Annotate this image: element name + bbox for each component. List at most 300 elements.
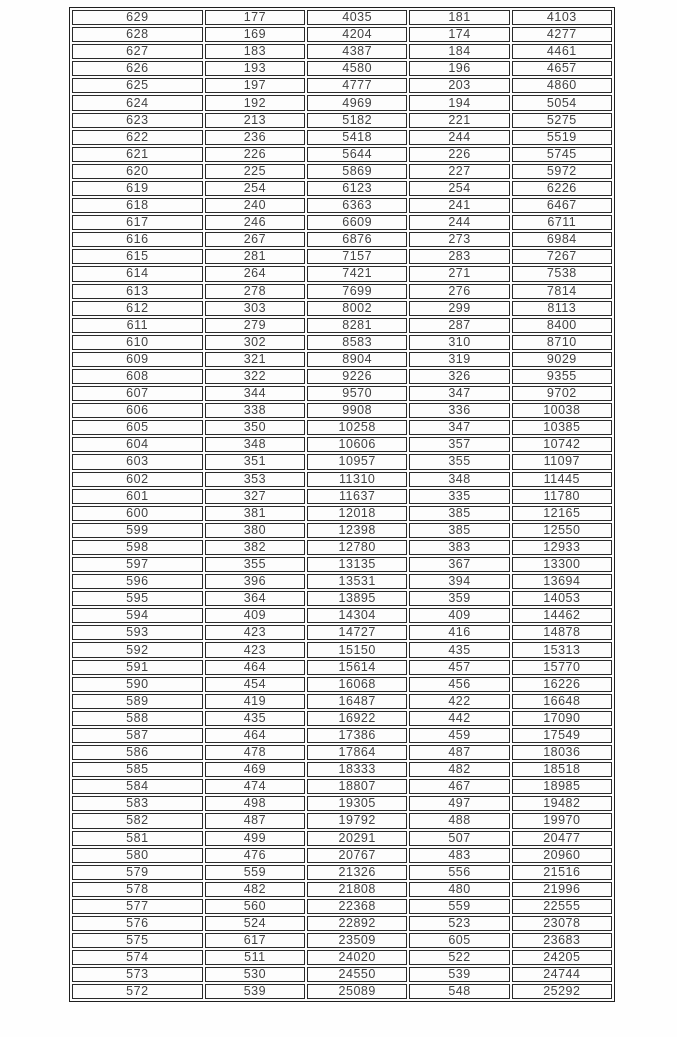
table-cell: 8904 xyxy=(307,352,407,367)
table-row xyxy=(72,113,612,128)
table-row xyxy=(72,967,612,982)
table-cell: 607 xyxy=(72,386,203,401)
table-cell: 321 xyxy=(205,352,305,367)
table-cell: 236 xyxy=(205,130,305,145)
table-cell: 522 xyxy=(409,950,509,965)
table-cell: 14304 xyxy=(307,608,407,623)
table-row xyxy=(72,540,612,555)
table-cell: 11780 xyxy=(512,489,612,504)
table-cell: 6609 xyxy=(307,215,407,230)
table-cell: 618 xyxy=(72,198,203,213)
table-cell: 416 xyxy=(409,625,509,640)
table-row xyxy=(72,130,612,145)
table-cell: 8281 xyxy=(307,318,407,333)
table-cell: 17864 xyxy=(307,745,407,760)
table-cell: 617 xyxy=(205,933,305,948)
table-cell: 422 xyxy=(409,694,509,709)
table-cell: 575 xyxy=(72,933,203,948)
table-cell: 6363 xyxy=(307,198,407,213)
table-cell: 357 xyxy=(409,437,509,452)
table-cell: 23509 xyxy=(307,933,407,948)
table-cell: 240 xyxy=(205,198,305,213)
table-cell: 587 xyxy=(72,728,203,743)
table-row xyxy=(72,27,612,42)
table-cell: 359 xyxy=(409,591,509,606)
table-cell: 573 xyxy=(72,967,203,982)
table-cell: 264 xyxy=(205,266,305,281)
table-cell: 5275 xyxy=(512,113,612,128)
table-cell: 609 xyxy=(72,352,203,367)
table-cell: 196 xyxy=(409,61,509,76)
table-cell: 456 xyxy=(409,677,509,692)
table-cell: 585 xyxy=(72,762,203,777)
table-cell: 5745 xyxy=(512,147,612,162)
table-cell: 596 xyxy=(72,574,203,589)
table-cell: 4035 xyxy=(307,10,407,25)
table-cell: 4580 xyxy=(307,61,407,76)
table-cell: 620 xyxy=(72,164,203,179)
table-cell: 20291 xyxy=(307,831,407,846)
table-cell: 273 xyxy=(409,232,509,247)
table-cell: 624 xyxy=(72,95,203,110)
table-cell: 482 xyxy=(205,882,305,897)
table-cell: 10957 xyxy=(307,454,407,469)
table-cell: 10606 xyxy=(307,437,407,452)
table-cell: 310 xyxy=(409,335,509,350)
table-cell: 497 xyxy=(409,796,509,811)
table-row xyxy=(72,950,612,965)
table-row xyxy=(72,523,612,538)
table-cell: 464 xyxy=(205,728,305,743)
table-cell: 22892 xyxy=(307,916,407,931)
table-row xyxy=(72,437,612,452)
table-cell: 4777 xyxy=(307,78,407,93)
table-cell: 194 xyxy=(409,95,509,110)
table-cell: 299 xyxy=(409,301,509,316)
table-cell: 23078 xyxy=(512,916,612,931)
table-cell: 4461 xyxy=(512,44,612,59)
table-cell: 8002 xyxy=(307,301,407,316)
table-cell: 625 xyxy=(72,78,203,93)
table-row xyxy=(72,61,612,76)
table-cell: 586 xyxy=(72,745,203,760)
table-cell: 14462 xyxy=(512,608,612,623)
table-cell: 589 xyxy=(72,694,203,709)
table-cell: 615 xyxy=(72,249,203,264)
table-row xyxy=(72,232,612,247)
table-cell: 583 xyxy=(72,796,203,811)
table-row xyxy=(72,916,612,931)
table-cell: 5054 xyxy=(512,95,612,110)
table-cell: 469 xyxy=(205,762,305,777)
table-cell: 590 xyxy=(72,677,203,692)
table-cell: 12398 xyxy=(307,523,407,538)
table-cell: 480 xyxy=(409,882,509,897)
table-row xyxy=(72,318,612,333)
table-cell: 14878 xyxy=(512,625,612,640)
table-cell: 12933 xyxy=(512,540,612,555)
table-cell: 559 xyxy=(409,899,509,914)
table-cell: 9570 xyxy=(307,386,407,401)
table-cell: 184 xyxy=(409,44,509,59)
table-row xyxy=(72,745,612,760)
table-cell: 181 xyxy=(409,10,509,25)
table-cell: 394 xyxy=(409,574,509,589)
table-cell: 17549 xyxy=(512,728,612,743)
table-row xyxy=(72,164,612,179)
table-cell: 254 xyxy=(205,181,305,196)
table-cell: 347 xyxy=(409,420,509,435)
table-cell: 423 xyxy=(205,642,305,657)
table-row xyxy=(72,694,612,709)
table-cell: 24205 xyxy=(512,950,612,965)
table-cell: 4860 xyxy=(512,78,612,93)
table-cell: 457 xyxy=(409,660,509,675)
table-cell: 483 xyxy=(409,848,509,863)
table-cell: 619 xyxy=(72,181,203,196)
table-cell: 6226 xyxy=(512,181,612,196)
table-cell: 19970 xyxy=(512,813,612,828)
table-cell: 4969 xyxy=(307,95,407,110)
table-cell: 381 xyxy=(205,506,305,521)
table-cell: 383 xyxy=(409,540,509,555)
table-row xyxy=(72,660,612,675)
table-row xyxy=(72,489,612,504)
table-cell: 599 xyxy=(72,523,203,538)
table-cell: 382 xyxy=(205,540,305,555)
table-row xyxy=(72,728,612,743)
table-row xyxy=(72,865,612,880)
table-row xyxy=(72,284,612,299)
table-cell: 353 xyxy=(205,472,305,487)
table-cell: 6467 xyxy=(512,198,612,213)
table-cell: 14727 xyxy=(307,625,407,640)
table-cell: 454 xyxy=(205,677,305,692)
table-cell: 11445 xyxy=(512,472,612,487)
table-cell: 7699 xyxy=(307,284,407,299)
table-cell: 19305 xyxy=(307,796,407,811)
table-row xyxy=(72,557,612,572)
table-row xyxy=(72,711,612,726)
table-cell: 7421 xyxy=(307,266,407,281)
table-cell: 344 xyxy=(205,386,305,401)
table-cell: 556 xyxy=(409,865,509,880)
table-cell: 604 xyxy=(72,437,203,452)
table-cell: 18333 xyxy=(307,762,407,777)
table-row xyxy=(72,95,612,110)
table-cell: 591 xyxy=(72,660,203,675)
table-cell: 15313 xyxy=(512,642,612,657)
table-row xyxy=(72,78,612,93)
table-row xyxy=(72,677,612,692)
table-cell: 241 xyxy=(409,198,509,213)
table-cell: 16487 xyxy=(307,694,407,709)
table-cell: 584 xyxy=(72,779,203,794)
table-cell: 435 xyxy=(409,642,509,657)
table-row xyxy=(72,454,612,469)
table-cell: 488 xyxy=(409,813,509,828)
table-cell: 385 xyxy=(409,506,509,521)
table-cell: 20477 xyxy=(512,831,612,846)
table-cell: 17386 xyxy=(307,728,407,743)
table-cell: 16068 xyxy=(307,677,407,692)
table-cell: 20960 xyxy=(512,848,612,863)
table-row xyxy=(72,591,612,606)
table-cell: 523 xyxy=(409,916,509,931)
table-cell: 11310 xyxy=(307,472,407,487)
table-cell: 577 xyxy=(72,899,203,914)
table-cell: 278 xyxy=(205,284,305,299)
table-cell: 367 xyxy=(409,557,509,572)
table-row xyxy=(72,899,612,914)
table-cell: 507 xyxy=(409,831,509,846)
table-cell: 478 xyxy=(205,745,305,760)
table-cell: 203 xyxy=(409,78,509,93)
table-cell: 21326 xyxy=(307,865,407,880)
table-cell: 4277 xyxy=(512,27,612,42)
table-cell: 539 xyxy=(205,984,305,999)
table-cell: 12018 xyxy=(307,506,407,521)
table-cell: 616 xyxy=(72,232,203,247)
table-cell: 559 xyxy=(205,865,305,880)
table-cell: 592 xyxy=(72,642,203,657)
table-cell: 213 xyxy=(205,113,305,128)
table-cell: 626 xyxy=(72,61,203,76)
table-cell: 548 xyxy=(409,984,509,999)
table-cell: 597 xyxy=(72,557,203,572)
table-cell: 183 xyxy=(205,44,305,59)
score-table-body xyxy=(72,10,612,999)
table-row xyxy=(72,831,612,846)
table-cell: 21516 xyxy=(512,865,612,880)
table-cell: 283 xyxy=(409,249,509,264)
table-row xyxy=(72,181,612,196)
table-cell: 174 xyxy=(409,27,509,42)
table-cell: 610 xyxy=(72,335,203,350)
table-cell: 302 xyxy=(205,335,305,350)
table-cell: 602 xyxy=(72,472,203,487)
table-cell: 18518 xyxy=(512,762,612,777)
table-cell: 193 xyxy=(205,61,305,76)
table-cell: 21808 xyxy=(307,882,407,897)
table-row xyxy=(72,147,612,162)
table-cell: 13135 xyxy=(307,557,407,572)
table-cell: 17090 xyxy=(512,711,612,726)
table-row xyxy=(72,386,612,401)
table-cell: 419 xyxy=(205,694,305,709)
table-cell: 476 xyxy=(205,848,305,863)
table-cell: 622 xyxy=(72,130,203,145)
table-cell: 614 xyxy=(72,266,203,281)
table-cell: 281 xyxy=(205,249,305,264)
table-cell: 351 xyxy=(205,454,305,469)
table-cell: 347 xyxy=(409,386,509,401)
table-cell: 5519 xyxy=(512,130,612,145)
table-row xyxy=(72,266,612,281)
table-cell: 169 xyxy=(205,27,305,42)
table-cell: 5972 xyxy=(512,164,612,179)
table-cell: 621 xyxy=(72,147,203,162)
table-cell: 409 xyxy=(205,608,305,623)
table-cell: 9029 xyxy=(512,352,612,367)
table-cell: 15150 xyxy=(307,642,407,657)
table-cell: 12165 xyxy=(512,506,612,521)
table-cell: 6123 xyxy=(307,181,407,196)
table-row xyxy=(72,933,612,948)
table-cell: 226 xyxy=(409,147,509,162)
table-cell: 13895 xyxy=(307,591,407,606)
table-row xyxy=(72,215,612,230)
table-cell: 348 xyxy=(205,437,305,452)
table-cell: 326 xyxy=(409,369,509,384)
table-cell: 226 xyxy=(205,147,305,162)
table-row xyxy=(72,848,612,863)
table-cell: 24020 xyxy=(307,950,407,965)
table-cell: 595 xyxy=(72,591,203,606)
table-cell: 628 xyxy=(72,27,203,42)
table-cell: 8113 xyxy=(512,301,612,316)
table-row xyxy=(72,625,612,640)
table-row xyxy=(72,249,612,264)
table-cell: 355 xyxy=(409,454,509,469)
table-cell: 19482 xyxy=(512,796,612,811)
table-cell: 322 xyxy=(205,369,305,384)
table-cell: 22368 xyxy=(307,899,407,914)
table-cell: 10258 xyxy=(307,420,407,435)
table-cell: 319 xyxy=(409,352,509,367)
table-cell: 7267 xyxy=(512,249,612,264)
table-cell: 10038 xyxy=(512,403,612,418)
table-cell: 593 xyxy=(72,625,203,640)
table-cell: 254 xyxy=(409,181,509,196)
table-cell: 576 xyxy=(72,916,203,931)
table-row xyxy=(72,301,612,316)
table-row xyxy=(72,403,612,418)
table-cell: 11637 xyxy=(307,489,407,504)
table-cell: 629 xyxy=(72,10,203,25)
table-row xyxy=(72,796,612,811)
table-cell: 511 xyxy=(205,950,305,965)
table-cell: 530 xyxy=(205,967,305,982)
table-cell: 16922 xyxy=(307,711,407,726)
table-cell: 21996 xyxy=(512,882,612,897)
table-cell: 355 xyxy=(205,557,305,572)
table-row xyxy=(72,352,612,367)
table-cell: 487 xyxy=(409,745,509,760)
table-cell: 498 xyxy=(205,796,305,811)
table-cell: 22555 xyxy=(512,899,612,914)
table-cell: 9226 xyxy=(307,369,407,384)
table-cell: 5418 xyxy=(307,130,407,145)
table-cell: 4657 xyxy=(512,61,612,76)
table-cell: 20767 xyxy=(307,848,407,863)
table-cell: 487 xyxy=(205,813,305,828)
table-cell: 348 xyxy=(409,472,509,487)
table-cell: 335 xyxy=(409,489,509,504)
table-cell: 25089 xyxy=(307,984,407,999)
table-row xyxy=(72,420,612,435)
table-cell: 244 xyxy=(409,130,509,145)
table-cell: 246 xyxy=(205,215,305,230)
table-row xyxy=(72,984,612,999)
table-cell: 221 xyxy=(409,113,509,128)
table-cell: 7538 xyxy=(512,266,612,281)
table-cell: 7814 xyxy=(512,284,612,299)
table-row xyxy=(72,44,612,59)
table-cell: 267 xyxy=(205,232,305,247)
table-cell: 581 xyxy=(72,831,203,846)
table-cell: 8400 xyxy=(512,318,612,333)
table-cell: 601 xyxy=(72,489,203,504)
table-cell: 15770 xyxy=(512,660,612,675)
table-cell: 287 xyxy=(409,318,509,333)
table-cell: 396 xyxy=(205,574,305,589)
table-cell: 5182 xyxy=(307,113,407,128)
table-cell: 15614 xyxy=(307,660,407,675)
table-cell: 276 xyxy=(409,284,509,299)
table-cell: 227 xyxy=(409,164,509,179)
table-cell: 380 xyxy=(205,523,305,538)
table-cell: 6984 xyxy=(512,232,612,247)
table-cell: 18985 xyxy=(512,779,612,794)
table-cell: 271 xyxy=(409,266,509,281)
table-cell: 177 xyxy=(205,10,305,25)
table-cell: 12550 xyxy=(512,523,612,538)
table-cell: 4204 xyxy=(307,27,407,42)
table-cell: 327 xyxy=(205,489,305,504)
table-cell: 617 xyxy=(72,215,203,230)
table-cell: 11097 xyxy=(512,454,612,469)
table-cell: 605 xyxy=(72,420,203,435)
table-cell: 5644 xyxy=(307,147,407,162)
table-cell: 579 xyxy=(72,865,203,880)
table-cell: 279 xyxy=(205,318,305,333)
table-row xyxy=(72,779,612,794)
table-cell: 8583 xyxy=(307,335,407,350)
table-cell: 499 xyxy=(205,831,305,846)
table-row xyxy=(72,762,612,777)
table-cell: 539 xyxy=(409,967,509,982)
table-cell: 606 xyxy=(72,403,203,418)
table-cell: 8710 xyxy=(512,335,612,350)
table-cell: 9702 xyxy=(512,386,612,401)
table-cell: 13694 xyxy=(512,574,612,589)
table-row xyxy=(72,813,612,828)
table-cell: 627 xyxy=(72,44,203,59)
table-cell: 474 xyxy=(205,779,305,794)
table-cell: 25292 xyxy=(512,984,612,999)
table-row xyxy=(72,10,612,25)
table-row xyxy=(72,198,612,213)
table-cell: 16226 xyxy=(512,677,612,692)
table-cell: 192 xyxy=(205,95,305,110)
table-cell: 524 xyxy=(205,916,305,931)
table-cell: 467 xyxy=(409,779,509,794)
table-cell: 598 xyxy=(72,540,203,555)
table-cell: 24550 xyxy=(307,967,407,982)
table-cell: 6876 xyxy=(307,232,407,247)
table-row xyxy=(72,506,612,521)
table-cell: 197 xyxy=(205,78,305,93)
table-cell: 6711 xyxy=(512,215,612,230)
table-cell: 303 xyxy=(205,301,305,316)
table-cell: 613 xyxy=(72,284,203,299)
table-cell: 435 xyxy=(205,711,305,726)
table-cell: 10742 xyxy=(512,437,612,452)
table-cell: 18807 xyxy=(307,779,407,794)
table-cell: 9355 xyxy=(512,369,612,384)
table-cell: 13531 xyxy=(307,574,407,589)
